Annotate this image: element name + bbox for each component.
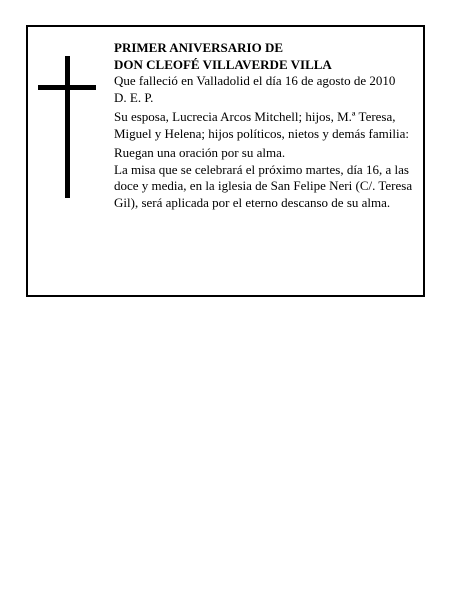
family-text: Su esposa, Lucrecia Arcos Mitchell; hijos, M.ª Teresa, Miguel y Helena; hijos políticos, nietos y demás familia: [114,109,409,141]
death-info: Que falleció en Valladolid el día 16 de agosto de 2010 [114,73,396,88]
heading-line-2: DON CLEOFÉ VILLAVERDE VILLA [114,56,332,72]
cross-horizontal-bar [38,85,96,90]
notice-text [114,40,416,211]
cross-icon [38,56,96,198]
mass-info: La misa que se celebrará el próximo martes, día 16, a las doce y media, en la iglesia de San Felipe Neri (C/. Teresa Gil), será aplicada por el eterno descanso de su alma. [114,161,413,210]
prayer-request: Ruegan una oración por su alma. [114,145,286,160]
cross-vertical-bar [65,56,70,198]
heading-line-1: PRIMER ANIVERSARIO DE [114,40,284,55]
rip-text: D. E. P. [114,89,154,105]
obituary-notice [26,25,425,297]
